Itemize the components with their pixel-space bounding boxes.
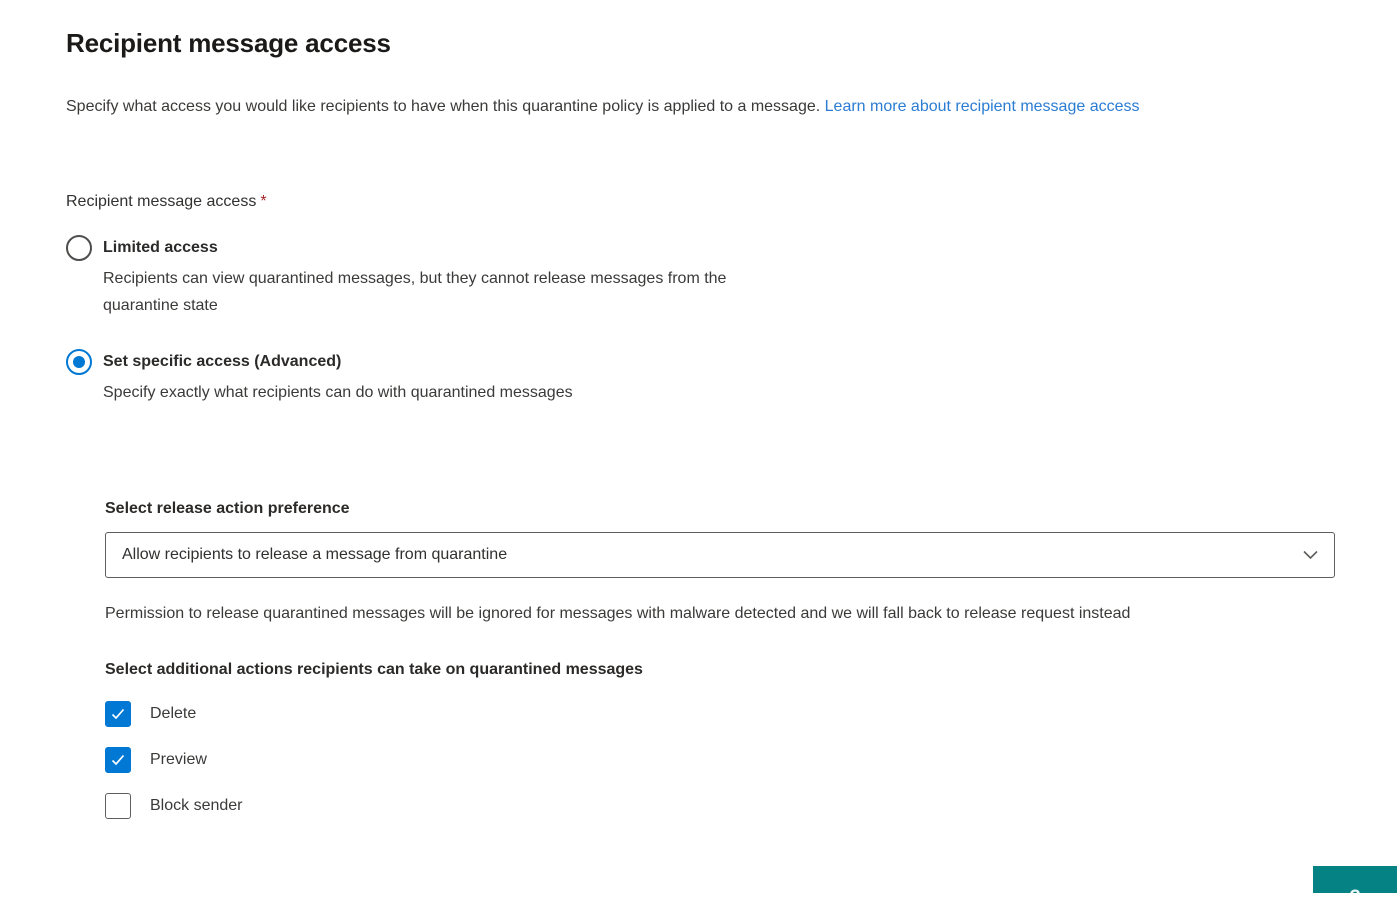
checkbox-row-preview[interactable] [105, 746, 1332, 773]
radio-button-icon[interactable] [66, 235, 92, 261]
page-title: Recipient message access [66, 28, 391, 58]
access-radio-group [66, 235, 1332, 406]
checkbox-icon[interactable] [105, 701, 131, 727]
checkbox-row-delete[interactable] [105, 700, 1332, 727]
checkbox-label: Delete [150, 704, 197, 722]
radio-row-limited-access[interactable] [66, 235, 1332, 261]
page-description-text: Specify what access you would like recipients to have when this quarantine policy is applied to a message. [66, 98, 821, 115]
radio-option-label: Limited access [103, 239, 218, 256]
radio-option-description: Recipients can view quarantined messages, but they cannot release messages from the quarantine state [103, 270, 727, 314]
radio-option-label: Set specific access (Advanced) [103, 353, 342, 370]
checkbox-label: Preview [150, 750, 207, 768]
checkmark-icon [110, 753, 126, 767]
checkbox-label: Block sender [150, 796, 243, 814]
release-preference-note: Permission to release quarantined messages will be ignored for messages with malware detected and we will fall back to release request instead [105, 605, 1131, 622]
help-question-mark-icon: ? [1349, 887, 1361, 908]
page-description [66, 93, 1332, 121]
radio-option-set-specific-access[interactable] [66, 349, 1332, 406]
learn-more-link[interactable]: Learn more about recipient message access [824, 98, 1140, 115]
access-field-label-text: Recipient message access [66, 193, 257, 210]
radio-option-limited-access[interactable] [66, 235, 1332, 319]
help-button[interactable] [1313, 866, 1397, 908]
required-asterisk: * [260, 193, 267, 210]
checkbox-row-block-sender[interactable] [105, 792, 1332, 819]
chevron-down-icon [1303, 550, 1318, 560]
release-preference-selected-value: Allow recipients to release a message from quarantine [122, 546, 508, 563]
release-preference-label: Select release action preference [105, 500, 350, 517]
checkmark-icon [110, 707, 126, 721]
additional-actions-label: Select additional actions recipients can take on quarantined messages [105, 661, 643, 678]
radio-button-icon[interactable] [66, 349, 92, 375]
access-field-label [66, 191, 1332, 213]
checkbox-icon[interactable] [105, 747, 131, 773]
radio-option-description: Specify exactly what recipients can do with quarantined messages [103, 384, 573, 401]
radio-row-set-specific-access[interactable] [66, 349, 1332, 375]
release-preference-dropdown[interactable] [105, 532, 1335, 578]
advanced-access-section [105, 498, 1332, 819]
checkbox-icon[interactable] [105, 793, 131, 819]
